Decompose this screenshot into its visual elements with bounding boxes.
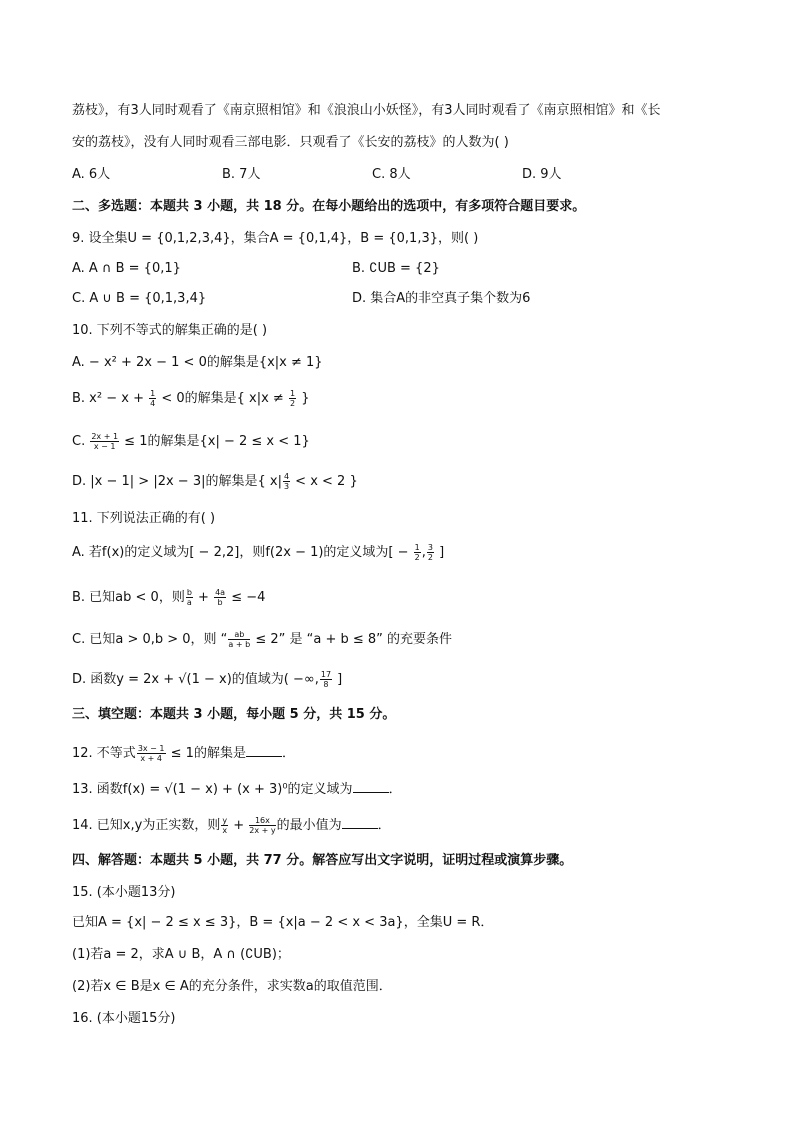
q10-option-a: A. − x² + 2x − 1 < 0的解集是{x|x ≠ 1} xyxy=(72,355,323,370)
q14: 14. 已知x,y为正实数，则 $\frac{y}{x}$ + $\frac{16x}{2x + y}$ 的最小值为 ． xyxy=(72,816,391,835)
q11-stem: 11. 下列说法正确的有( ) xyxy=(72,511,216,526)
q10-b-frac2: $\frac{1}{2}$ xyxy=(289,389,296,408)
q10-b-post: < 0的解集是{ x|x ≠ xyxy=(157,391,288,406)
section2-title: 二、多选题：本题共 3 小题，共 18 分。在每小题给出的选项中，有多项符合题目要求。 xyxy=(72,199,586,214)
q10-option-c: C. $\frac{2x + 1}{x - 1}$ ≤ 1的解集是{x| − 2 ≤ x < 1} xyxy=(72,432,310,451)
q10-d-frac: $\frac{4}{3}$ xyxy=(283,472,290,491)
q11-option-c: C. 已知a > 0,b > 0，则 “ $\frac{ab}{a + b}$ ≤ 2” 是 “a + b ≤ 8” 的充要条件 xyxy=(72,630,453,649)
q11-option-a: A. 若f(x)的定义域为[ − 2,2]，则f(2x − 1)的定义域为[ − $\frac{1}{2}$ , $\frac{3}{2}$ ] xyxy=(72,543,445,562)
q10-option-b: B. x² − x + $\frac{1}{4}$ < 0的解集是{ x|x ≠ $\frac{1}{2}$ } xyxy=(72,389,310,408)
q8-option-c: C. 8人 xyxy=(372,167,411,182)
section3-title: 三、填空题：本题共 3 小题，每小题 5 分，共 15 分。 xyxy=(72,707,396,722)
q10-option-d: D. |x − 1| > |2x − 3|的解集是{ x| $\frac{4}{3}$ < x < 2 } xyxy=(72,472,358,491)
q9-stem: 9. 设全集U = {0,1,2,3,4}，集合A = {0,1,4}，B = {0,1,3}，则( ) xyxy=(72,231,479,246)
q11-option-d: D. 函数y = 2x + √(1 − x)的值域为( −∞, $\frac{17}{8}$ ] xyxy=(72,670,343,689)
q8-option-d: D. 9人 xyxy=(522,167,562,182)
q14-answer-blank xyxy=(342,816,378,829)
q15-given: 已知A = {x| − 2 ≤ x ≤ 3}，B = {x|a − 2 < x < 3a}，全集U = R． xyxy=(72,915,494,930)
q10-b-frac: $\frac{1}{4}$ xyxy=(150,389,156,408)
section4-title: 四、解答题：本题共 5 小题，共 77 分。解答应写出文字说明，证明过程或演算步骤。 xyxy=(72,853,573,868)
q8-line2: 安的荔枝》，没有人同时观看三部电影．只观看了《长安的荔枝》的人数为( ) xyxy=(72,135,509,150)
q8-option-a: A. 6人 xyxy=(72,167,111,182)
q8-option-b: B. 7人 xyxy=(222,167,261,182)
q13: 13. 函数f(x) = √(1 − x) + (x + 3)⁰的定义域为 ． xyxy=(72,782,402,797)
q9-option-a: A. A ∩ B = {0,1} xyxy=(72,261,181,276)
q11-option-b: B. 已知ab < 0，则 $\frac{b}{a}$ + $\frac{4a}{b}$ ≤ −4 xyxy=(72,588,266,607)
q9-option-b: B. ∁UB = {2} xyxy=(352,261,440,276)
q12: 12. 不等式 $\frac{3x - 1}{x + 4}$ ≤ 1的解集是 ． xyxy=(72,744,295,763)
q10-b-pre: B. x² − x + xyxy=(72,391,149,406)
q13-answer-blank xyxy=(353,780,389,793)
q10-stem: 10. 下列不等式的解集正确的是( ) xyxy=(72,323,268,338)
q16-header: 16. (本小题15分) xyxy=(72,1011,176,1026)
q8-options xyxy=(72,166,722,184)
q10-c-frac: $\frac{2x + 1}{x - 1}$ xyxy=(91,432,119,451)
q12-answer-blank xyxy=(246,744,282,757)
q15-part2: (2)若x ∈ B是x ∈ A的充分条件，求实数a的取值范围． xyxy=(72,979,392,994)
q9-option-d: D. 集合A的非空真子集个数为6 xyxy=(352,291,531,306)
q9-option-c: C. A ∪ B = {0,1,3,4} xyxy=(72,291,207,306)
q15-part1: (1)若a = 2，求A ∪ B，A ∩ (∁UB)； xyxy=(72,947,290,962)
q8-line1: 荔枝》，有3人同时观看了《南京照相馆》和《浪浪山小妖怪》，有3人同时观看了《南京照相馆》和《长 xyxy=(72,103,661,118)
q15-header: 15. (本小题13分) xyxy=(72,885,176,900)
